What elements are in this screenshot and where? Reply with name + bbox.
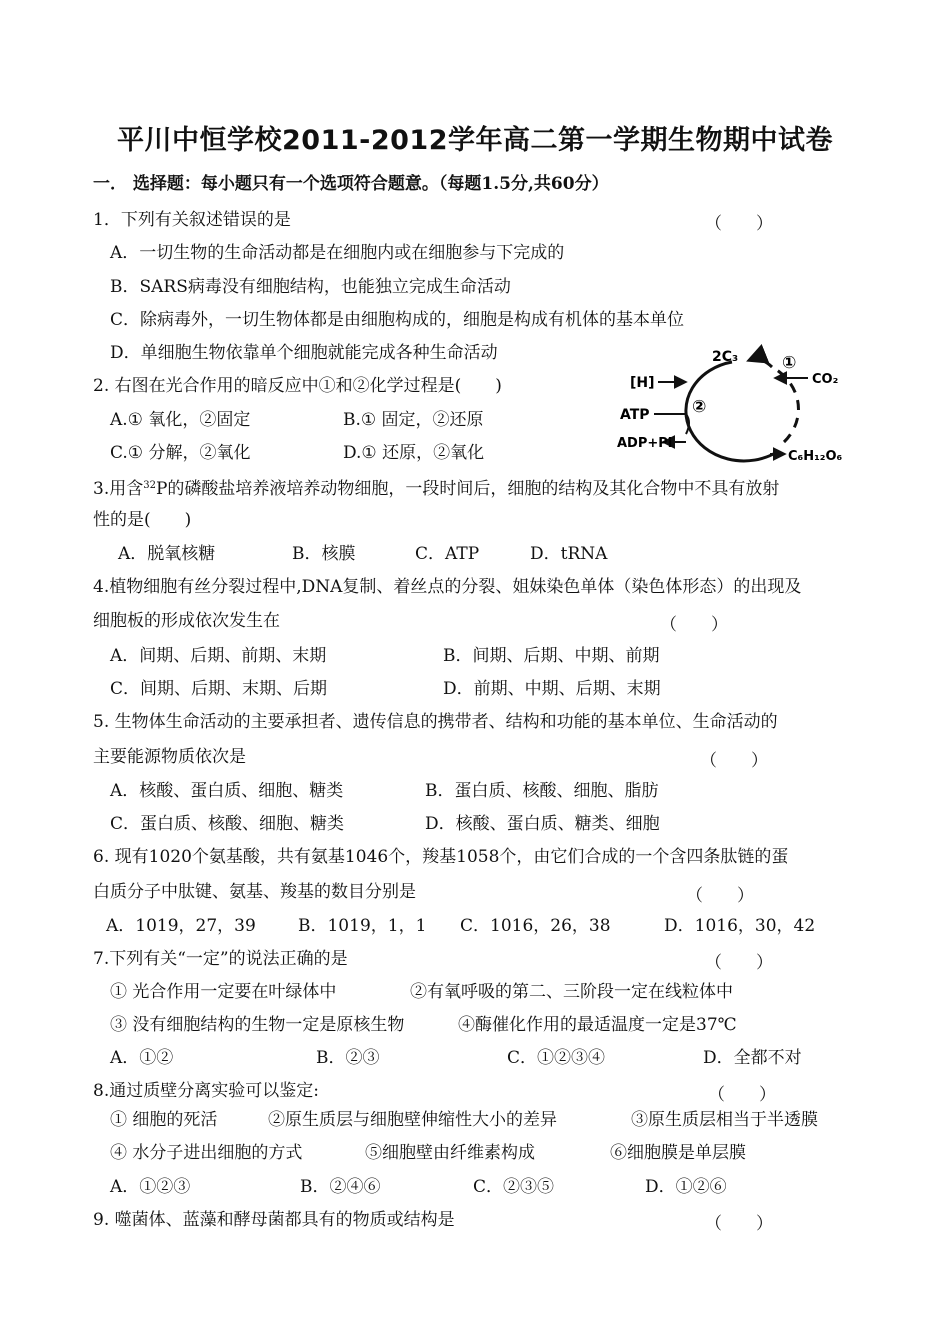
label-one: ①	[782, 353, 797, 373]
q6-option-c: C．1016，26，38	[460, 916, 611, 936]
q7-statement-3: ③ 没有细胞结构的生物一定是原核生物	[110, 1015, 405, 1035]
q7-statement-1: ① 光合作用一定要在叶绿体中	[110, 982, 337, 1002]
q3-stem-post: P的磷酸盐培养液培养动物细胞，一段时间后，细胞的结构及其化合物中不具有放射	[155, 479, 780, 499]
q7-answer-blank: （ ）	[705, 953, 773, 973]
q8-stem: 8.通过质壁分离实验可以鉴定:	[93, 1081, 319, 1101]
q6-option-d: D．1016，30，42	[664, 916, 816, 936]
q4-option-b: B．间期、后期、中期、前期	[443, 646, 660, 666]
q9-stem: 9. 噬菌体、蓝藻和酵母菌都具有的物质或结构是	[93, 1210, 455, 1230]
q5-option-c: C．蛋白质、核酸、细胞、糖类	[110, 814, 345, 834]
q1-option-b: B．SARS病毒没有细胞结构，也能独立完成生命活动	[110, 277, 511, 297]
section-heading: 一． 选择题：每小题只有一个选项符合题意。（每题1.5分,共60分）	[93, 174, 609, 194]
q6-option-b: B．1019，1，1	[298, 916, 427, 936]
atp-label: ATP	[620, 407, 650, 423]
q2-option-c: C.① 分解，②氧化	[110, 443, 251, 463]
q8-answer-blank: （ ）	[708, 1085, 776, 1105]
q1-option-d: D．单细胞生物依靠单个细胞就能完成各种生命活动	[110, 343, 498, 363]
q8-option-a: A．①②③	[110, 1177, 191, 1197]
page-title: 平川中恒学校2011-2012学年高二第一学期生物期中试卷	[117, 125, 833, 156]
q8-option-b: B．②④⑥	[300, 1177, 381, 1197]
q5-option-d: D．核酸、蛋白质、糖类、细胞	[425, 814, 660, 834]
q6-stem-line2: 白质分子中肽键、氨基、羧基的数目分别是	[93, 882, 416, 902]
q1-answer-blank: （ ）	[705, 214, 773, 234]
q8-option-c: C．②③⑤	[473, 1177, 555, 1197]
q7-statement-4: ④酶催化作用的最适温度一定是37℃	[458, 1015, 737, 1035]
q7-stem: 7.下列有关“一定”的说法正确的是	[93, 949, 348, 969]
q8-statement-3: ③原生质层相当于半透膜	[631, 1110, 818, 1130]
q1-stem: 1．下列有关叙述错误的是	[93, 210, 291, 230]
q1-option-c: C．除病毒外，一切生物体都是由细胞构成的，细胞是构成有机体的基本单位	[110, 310, 685, 330]
q4-answer-blank: （ ）	[660, 615, 728, 635]
q8-statement-6: ⑥细胞膜是单层膜	[610, 1143, 746, 1163]
q5-stem-line2: 主要能源物质依次是	[93, 747, 246, 767]
glucose-label: C₆H₁₂O₆	[788, 449, 843, 464]
q2-option-d: D.① 还原，②氧化	[343, 443, 485, 463]
q3-stem-line2: 性的是( )	[93, 510, 192, 530]
q6-option-a: A．1019，27，39	[106, 916, 256, 936]
q4-option-c: C．间期、后期、末期、后期	[110, 679, 328, 699]
c3-label: 2C₃	[712, 349, 739, 365]
q8-statement-1: ① 细胞的死活	[110, 1110, 218, 1130]
q5-option-b: B．蛋白质、核酸、细胞、脂肪	[425, 781, 659, 801]
calvin-cycle-diagram	[612, 342, 857, 470]
q9-answer-blank: （ ）	[705, 1214, 773, 1234]
atp-arrow	[654, 414, 689, 434]
q3-superscript: 32	[143, 480, 156, 491]
q6-stem: 6. 现有1020个氨基酸，共有氨基1046个，羧基1058个，由它们合成的一个含四条肽链的蛋	[93, 847, 789, 867]
q8-statement-2: ②原生质层与细胞壁伸缩性大小的差异	[268, 1110, 557, 1130]
q5-answer-blank: （ ）	[700, 751, 768, 771]
q8-statement-5: ⑤细胞壁由纤维素构成	[365, 1143, 535, 1163]
q3-stem	[93, 475, 779, 500]
label-two: ②	[692, 397, 707, 417]
h-label: [H]	[630, 375, 655, 391]
q4-stem: 4.植物细胞有丝分裂过程中,DNA复制、着丝点的分裂、姐妹染色单体（染色体形态）的出现及	[93, 577, 802, 597]
q4-option-d: D．前期、中期、后期、末期	[443, 679, 661, 699]
q3-option-c: C．ATP	[415, 544, 480, 564]
q4-stem-line2: 细胞板的形成依次发生在	[93, 611, 280, 631]
q6-answer-blank: （ ）	[686, 886, 754, 906]
q7-option-b: B．②③	[316, 1048, 380, 1068]
q8-option-d: D．①②⑥	[645, 1177, 727, 1197]
q3-option-b: B．核膜	[292, 544, 356, 564]
q5-option-a: A．核酸、蛋白质、细胞、糖类	[110, 781, 344, 801]
cycle-arrow-to-c3	[750, 359, 772, 367]
q2-option-a: A.① 氧化，②固定	[110, 410, 251, 430]
q7-option-d: D．全都不对	[703, 1048, 802, 1068]
q5-stem: 5. 生物体生命活动的主要承担者、遗传信息的携带者、结构和功能的基本单位、生命活动的	[93, 712, 778, 732]
q7-option-a: A．①②	[110, 1048, 174, 1068]
co2-label: CO₂	[812, 372, 839, 387]
q3-option-d: D．tRNA	[530, 544, 608, 564]
q3-stem-pre: 3.用含	[93, 479, 144, 499]
q2-option-b: B.① 固定，②还原	[343, 410, 484, 430]
q7-statement-2: ②有氧呼吸的第二、三阶段一定在线粒体中	[410, 982, 733, 1002]
q3-option-a: A．脱氧核糖	[118, 544, 216, 564]
q4-option-a: A．间期、后期、前期、末期	[110, 646, 327, 666]
q7-option-c: C．①②③④	[507, 1048, 606, 1068]
q8-statement-4: ④ 水分子进出细胞的方式	[110, 1143, 303, 1163]
adp-label: ADP+Pi	[617, 436, 673, 451]
q2-stem: 2. 右图在光合作用的暗反应中①和②化学过程是( )	[93, 376, 502, 396]
q1-option-a: A．一切生物的生命活动都是在细胞内或在细胞参与下完成的	[110, 243, 565, 263]
